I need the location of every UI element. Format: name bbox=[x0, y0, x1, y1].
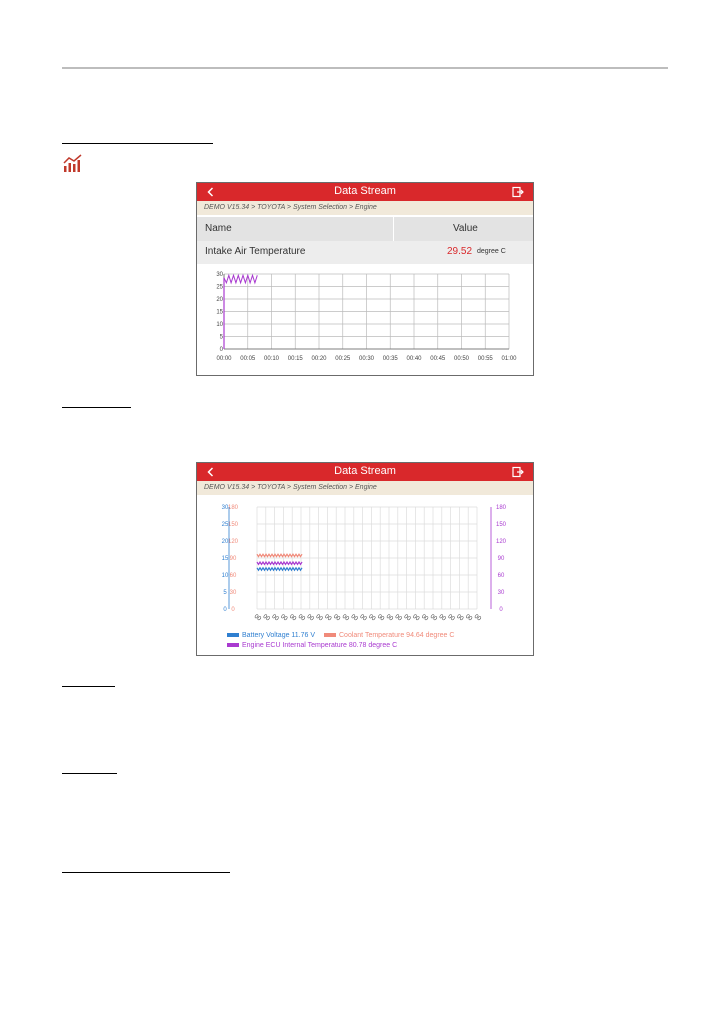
right-tick: 120 bbox=[495, 539, 507, 545]
left-inner-tick: 120 bbox=[227, 539, 239, 545]
series-line bbox=[257, 568, 302, 570]
x-tick-label: 00 bbox=[261, 613, 271, 623]
x-tick-label: 00 bbox=[270, 613, 280, 623]
legend-item bbox=[324, 632, 454, 639]
x-tick-label: 00:25 bbox=[335, 356, 351, 362]
x-tick-label: 00:15 bbox=[287, 356, 303, 362]
column-name: Name bbox=[205, 223, 232, 234]
x-tick-label: 00:45 bbox=[430, 356, 446, 362]
chart-icon bbox=[63, 154, 83, 172]
x-tick-label: 00 bbox=[384, 613, 394, 623]
x-tick-label: 00:00 bbox=[216, 356, 232, 362]
legend-item bbox=[227, 632, 315, 639]
x-tick-label: 00 bbox=[428, 613, 438, 623]
legend-item bbox=[227, 642, 397, 649]
series-line bbox=[257, 562, 302, 564]
breadcrumb: DEMO V15.34 > TOYOTA > System Selection > Engine bbox=[197, 201, 533, 215]
exit-icon[interactable] bbox=[512, 466, 524, 478]
x-tick-label: 00 bbox=[393, 613, 403, 623]
left-inner-tick: 180 bbox=[227, 505, 239, 511]
legend-label: Coolant Temperature 94.64 degree C bbox=[339, 632, 455, 639]
x-tick-label: 00 bbox=[296, 613, 306, 623]
right-tick: 60 bbox=[497, 573, 505, 579]
table-row[interactable] bbox=[197, 241, 533, 264]
x-tick-label: 00 bbox=[420, 613, 429, 623]
x-tick-label: 00 bbox=[437, 613, 447, 623]
x-tick-label: 00:05 bbox=[240, 356, 256, 362]
y-tick-label: 5 bbox=[219, 334, 223, 341]
left-inner-tick: 90 bbox=[229, 556, 237, 562]
x-tick-label: 00:50 bbox=[453, 356, 470, 362]
left-outer-tick: 20 bbox=[221, 539, 229, 545]
x-tick-label: 00:10 bbox=[263, 356, 280, 362]
left-outer-tick: 25 bbox=[221, 522, 229, 528]
title-bar bbox=[197, 463, 533, 481]
column-divider bbox=[393, 217, 394, 241]
x-tick-label: 00 bbox=[332, 613, 341, 623]
right-tick: 180 bbox=[495, 505, 507, 511]
left-inner-tick: 30 bbox=[229, 590, 237, 596]
multi-series-chart bbox=[197, 497, 533, 625]
intake-air-temperature-chart bbox=[197, 265, 533, 375]
x-tick-label: 00:40 bbox=[406, 356, 422, 362]
x-tick-label: 00 bbox=[349, 613, 359, 623]
x-tick-label: 00 bbox=[472, 613, 482, 623]
x-tick-label: 00 bbox=[446, 613, 456, 623]
left-inner-tick: 0 bbox=[231, 607, 235, 613]
row-unit: degree C bbox=[477, 248, 506, 255]
x-tick-label: 00 bbox=[367, 613, 377, 623]
legend-label: Battery Voltage 11.76 V bbox=[242, 632, 316, 639]
x-tick-label: 00 bbox=[455, 613, 465, 623]
x-tick-label: 00 bbox=[376, 613, 385, 623]
y-tick-label: 0 bbox=[219, 347, 223, 353]
screen-title: Data Stream bbox=[334, 465, 396, 477]
title-bar bbox=[197, 183, 533, 201]
section-underline bbox=[62, 872, 230, 873]
series-line bbox=[257, 554, 302, 556]
x-tick-label: 00 bbox=[305, 613, 315, 623]
screen-title: Data Stream bbox=[334, 185, 396, 197]
x-tick-label: 00 bbox=[323, 613, 333, 623]
legend-swatch bbox=[227, 643, 239, 647]
row-name: Intake Air Temperature bbox=[205, 246, 306, 257]
column-value: Value bbox=[453, 223, 478, 234]
data-stream-screen-multi bbox=[196, 462, 534, 656]
breadcrumb: DEMO V15.34 > TOYOTA > System Selection > Engine bbox=[197, 481, 533, 495]
left-outer-tick: 15 bbox=[221, 556, 229, 562]
left-outer-tick: 10 bbox=[221, 573, 229, 579]
page-header-rule bbox=[62, 67, 668, 69]
right-tick: 0 bbox=[499, 607, 503, 613]
x-tick-label: 00 bbox=[340, 613, 350, 623]
left-inner-tick: 60 bbox=[229, 573, 237, 579]
x-tick-label: 00 bbox=[288, 613, 297, 623]
series-line bbox=[224, 275, 257, 283]
x-tick-label: 00:35 bbox=[382, 356, 398, 362]
right-tick: 30 bbox=[497, 590, 505, 596]
y-tick-label: 15 bbox=[216, 309, 223, 316]
x-tick-label: 01:00 bbox=[501, 356, 517, 362]
table-header bbox=[197, 217, 533, 241]
x-tick-label: 00:30 bbox=[358, 356, 375, 362]
left-inner-tick: 150 bbox=[227, 522, 239, 528]
x-tick-label: 00:20 bbox=[311, 356, 327, 362]
legend-swatch bbox=[227, 633, 239, 637]
row-value: 29.52 bbox=[447, 246, 473, 257]
right-tick: 90 bbox=[497, 556, 505, 562]
exit-icon[interactable] bbox=[512, 186, 524, 198]
x-tick-label: 00:55 bbox=[477, 356, 493, 362]
y-tick-label: 20 bbox=[216, 297, 223, 303]
x-tick-label: 00 bbox=[464, 613, 473, 623]
x-tick-label: 00 bbox=[411, 613, 421, 623]
section-underline bbox=[62, 773, 117, 774]
legend-swatch bbox=[324, 633, 336, 637]
data-stream-screen-single bbox=[196, 182, 534, 376]
section-underline bbox=[62, 407, 131, 408]
left-outer-tick: 5 bbox=[223, 590, 227, 596]
x-tick-label: 00 bbox=[252, 613, 262, 623]
y-tick-label: 10 bbox=[216, 322, 223, 328]
section-underline bbox=[62, 686, 115, 687]
x-tick-label: 00 bbox=[314, 613, 324, 623]
section-underline bbox=[62, 143, 213, 144]
y-tick-label: 30 bbox=[216, 272, 223, 278]
right-tick: 150 bbox=[495, 522, 507, 528]
x-tick-label: 00 bbox=[279, 613, 289, 623]
legend-label: Engine ECU Internal Temperature 80.78 degree C bbox=[242, 642, 398, 649]
y-tick-label: 25 bbox=[216, 284, 223, 291]
x-tick-label: 00 bbox=[402, 613, 412, 623]
x-tick-label: 00 bbox=[358, 613, 368, 623]
left-outer-tick: 30 bbox=[221, 505, 229, 511]
left-outer-tick: 0 bbox=[223, 607, 227, 613]
